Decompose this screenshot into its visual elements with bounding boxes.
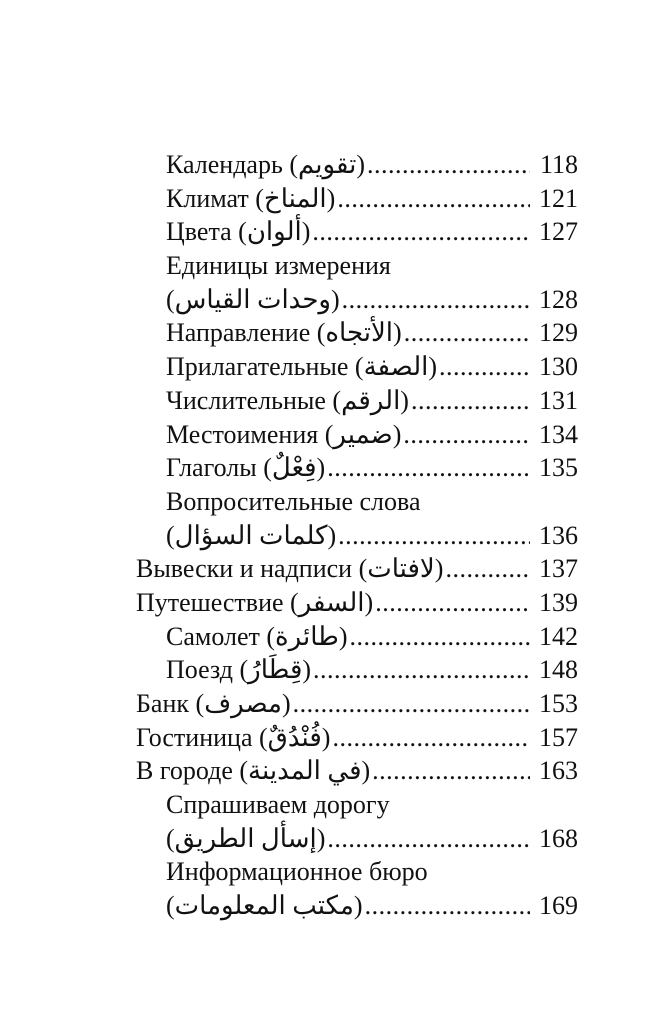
- toc-entry-line: [166, 316, 578, 350]
- toc-entry-close-paren: ): [393, 318, 402, 348]
- toc-entry-title: Единицы измерения: [166, 251, 391, 281]
- page-number: 163: [539, 756, 578, 786]
- page-number: 139: [539, 587, 578, 617]
- toc-entry-arabic-text: قِطَارُ: [248, 655, 303, 685]
- dot-leader: [404, 316, 530, 350]
- toc-entry-line: [166, 889, 578, 923]
- toc-entry-arabic-text: المناخ: [263, 183, 327, 213]
- toc-entry-russian-text: (: [166, 823, 175, 853]
- toc-entry: [0, 754, 662, 788]
- dot-leader: [312, 215, 530, 249]
- toc-entry-title: [166, 822, 325, 856]
- toc-entry-close-paren: ): [316, 453, 326, 483]
- toc-entry-arabic-text: مصرف: [204, 689, 282, 718]
- toc-entry-close-paren: ): [356, 150, 366, 179]
- dot-leader: [411, 384, 530, 418]
- toc-entry-close-paren: ): [302, 655, 312, 685]
- toc-entry-arabic-text: إسأل الطريق: [174, 823, 317, 853]
- toc-entry-title: [166, 384, 409, 418]
- toc-entry-line: [166, 653, 578, 687]
- toc-entry: [0, 855, 662, 889]
- toc-entry-line: [136, 687, 578, 721]
- toc-entry-title: [166, 316, 402, 350]
- toc-entry-russian-text: Гостиница (: [136, 722, 268, 752]
- toc-entry-line: [136, 586, 578, 620]
- toc-entry-title: Информационное бюро: [166, 857, 428, 887]
- toc-entry-russian-text: Числительные (: [166, 385, 342, 415]
- page-number: 157: [539, 722, 578, 752]
- toc-entry-close-paren: ): [321, 722, 331, 752]
- toc-entry: [0, 586, 662, 620]
- dot-leader: [313, 653, 530, 687]
- page-number: 136: [539, 520, 578, 550]
- toc-entry-close-paren: ): [361, 756, 371, 786]
- toc-entry-line: [166, 384, 578, 418]
- toc-entry: [0, 249, 662, 283]
- toc-entry-russian-text: Вывески и надписи (: [136, 554, 368, 584]
- toc-entry-russian-text: Глаголы (: [166, 453, 272, 483]
- toc-entry-title: [166, 889, 363, 923]
- toc-entry: [0, 620, 662, 654]
- toc-entry-title: [136, 754, 370, 788]
- toc-entry-arabic-text: فِعْلٌ: [271, 453, 317, 483]
- toc-entry-arabic-text: الصفة: [363, 352, 429, 382]
- toc-entry-russian-text: Цвета (: [166, 217, 247, 247]
- toc-entry-line: [166, 182, 578, 216]
- toc-entry-line: [166, 822, 578, 856]
- toc-entry-title: [166, 148, 365, 182]
- toc-entry: [0, 889, 662, 923]
- toc-entry-title: [136, 586, 373, 620]
- toc-entry-title: [166, 350, 437, 384]
- toc-entry: [0, 822, 662, 856]
- dot-leader: [403, 418, 530, 452]
- toc-entry-close-paren: ): [281, 689, 291, 718]
- page-number: 128: [539, 284, 578, 314]
- toc-entry: [0, 384, 662, 418]
- toc-entry-russian-text: Путешествие (: [136, 587, 299, 617]
- toc-entry-title: Вопросительные слова: [166, 486, 421, 516]
- toc-entry-russian-text: Климат (: [166, 183, 264, 213]
- dot-leader: [372, 754, 530, 788]
- toc-entry-arabic-text: في المدينة: [248, 756, 362, 786]
- dot-leader: [445, 552, 530, 586]
- toc-entry-close-paren: ): [316, 823, 326, 853]
- toc-entry-russian-text: Банк (: [136, 689, 205, 718]
- toc-entry: [0, 653, 662, 687]
- toc-entry-arabic-text: السفر: [298, 587, 365, 617]
- toc-entry-close-paren: ): [327, 520, 337, 550]
- page-number: 168: [539, 823, 578, 853]
- toc-entry-title: [166, 283, 340, 317]
- toc-entry: [0, 687, 662, 721]
- toc-entry-arabic-text: مكتب المعلومات: [174, 891, 354, 921]
- page-number: 169: [539, 891, 578, 921]
- page-number: 121: [539, 183, 578, 213]
- dot-leader: [327, 822, 530, 856]
- toc-entry-line: [136, 552, 578, 586]
- toc-entry: [0, 485, 662, 519]
- page-number: 118: [539, 150, 578, 179]
- toc-entry-line: [166, 283, 578, 317]
- toc-entry: [0, 283, 662, 317]
- page-number: 130: [539, 352, 578, 382]
- toc-entry-arabic-text: الأتجاه: [325, 318, 394, 348]
- toc-entry: [0, 148, 662, 182]
- toc-entry: [0, 182, 662, 216]
- toc-entry: [0, 788, 662, 822]
- dot-leader: [342, 283, 530, 317]
- toc-entry-line: [166, 451, 578, 485]
- dot-leader: [338, 519, 530, 553]
- page-number: 153: [539, 689, 578, 718]
- toc-entry-arabic-text: لافتات: [367, 554, 435, 584]
- toc-entry-russian-text: Направление (: [166, 318, 326, 348]
- toc-entry-title: [166, 620, 348, 654]
- toc-entry-russian-text: Местоимения (: [166, 419, 334, 449]
- page-number: 137: [539, 554, 578, 584]
- toc-entry-line: [166, 215, 578, 249]
- page-number: 135: [539, 453, 578, 483]
- toc-entry: [0, 451, 662, 485]
- toc-entry-close-paren: ): [364, 587, 374, 617]
- toc-entry-arabic-text: تقويم: [297, 150, 357, 179]
- dot-leader: [350, 620, 530, 654]
- dot-leader: [367, 148, 530, 182]
- toc-entry-title: [166, 653, 311, 687]
- toc-entry: [0, 519, 662, 553]
- toc-entry-close-paren: ): [301, 217, 311, 247]
- toc-entry-line: [136, 754, 578, 788]
- toc-entry-close-paren: ): [330, 284, 340, 314]
- dot-leader: [327, 451, 530, 485]
- toc-entry: [0, 316, 662, 350]
- toc-entry-close-paren: ): [338, 621, 348, 651]
- toc-entry-title: [166, 451, 325, 485]
- toc-entry-russian-text: (: [166, 891, 175, 921]
- page-number: 129: [539, 318, 578, 348]
- toc-entry: [0, 721, 662, 755]
- toc-entry-title: [166, 519, 336, 553]
- dot-leader: [332, 721, 530, 755]
- toc-entry-arabic-text: فُنْدُقٌ: [267, 722, 322, 752]
- toc-entry-arabic-text: ضمير: [333, 419, 393, 449]
- toc-entry-title: [136, 687, 291, 721]
- dot-leader: [439, 350, 530, 384]
- toc-entry-close-paren: ): [392, 419, 402, 449]
- dot-leader: [337, 182, 530, 216]
- toc-entry-line: [166, 350, 578, 384]
- toc-entry: [0, 552, 662, 586]
- toc-entry-line: [136, 721, 578, 755]
- toc-entry-russian-text: Календарь (: [166, 150, 298, 179]
- toc-entry-close-paren: ): [326, 183, 336, 213]
- toc-entry-arabic-text: طائرة: [275, 621, 339, 651]
- toc-entry-arabic-text: كلمات السؤال: [174, 520, 328, 550]
- dot-leader: [293, 687, 530, 721]
- toc-entry-russian-text: В городе (: [136, 756, 249, 786]
- dot-leader: [365, 889, 530, 923]
- toc-entry-close-paren: ): [434, 554, 444, 584]
- toc-entry-russian-text: Самолет (: [166, 621, 276, 651]
- toc-entry-line: [166, 620, 578, 654]
- dot-leader: [375, 586, 530, 620]
- toc-entry-title: [136, 552, 443, 586]
- toc-entry-arabic-text: وحدات القياس: [174, 284, 331, 314]
- toc-entry-title: Спрашиваем дорогу: [166, 790, 390, 820]
- toc-entry-line: [166, 418, 578, 452]
- toc-entry-title: [166, 182, 335, 216]
- toc-entry: [0, 418, 662, 452]
- toc-entry-arabic-text: ألوان: [246, 217, 302, 247]
- toc-entry-russian-text: Прилагательные (: [166, 352, 364, 382]
- toc-entry: [0, 215, 662, 249]
- toc-entry-russian-text: (: [166, 284, 175, 314]
- toc-entry-russian-text: Поезд (: [166, 655, 249, 685]
- toc-entry-title: [166, 418, 401, 452]
- page-number: 148: [539, 655, 578, 685]
- page-number: 142: [539, 621, 578, 651]
- page-number: 131: [539, 385, 578, 415]
- toc-entry: [0, 350, 662, 384]
- toc-entry-close-paren: ): [400, 385, 409, 415]
- toc-entry-arabic-text: الرقم: [341, 385, 401, 415]
- toc-entry-close-paren: ): [353, 891, 363, 921]
- toc-entry-line: [166, 148, 578, 182]
- page-number: 127: [539, 217, 578, 247]
- toc-entry-russian-text: (: [166, 520, 175, 550]
- toc-entry-title: [166, 215, 310, 249]
- toc-entry-line: [166, 519, 578, 553]
- page-number: 134: [539, 419, 578, 449]
- toc-entry-close-paren: ): [428, 352, 438, 382]
- toc-entry-title: [136, 721, 330, 755]
- table-of-contents: [0, 148, 662, 923]
